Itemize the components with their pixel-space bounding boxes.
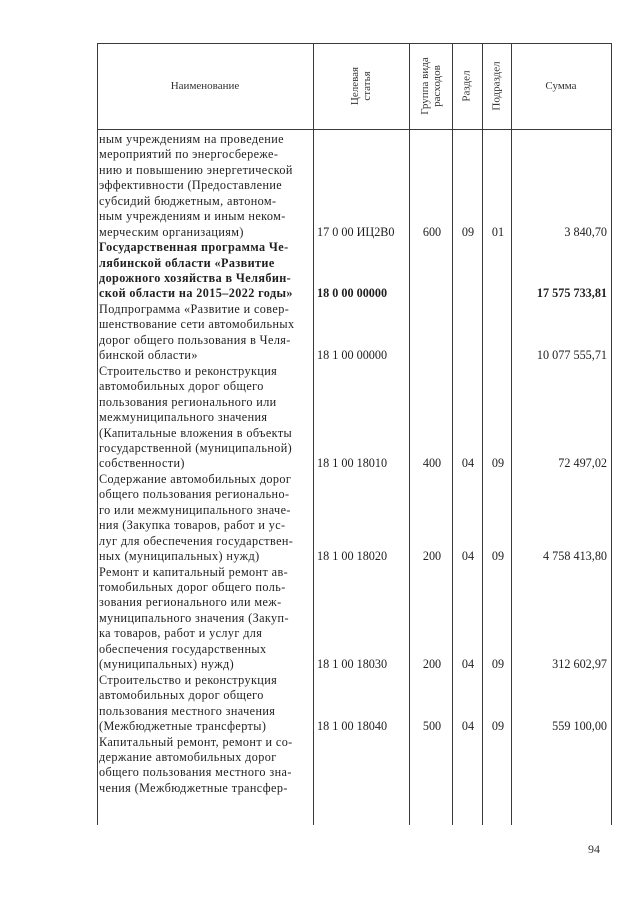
row-target-code: 18 1 00 18030: [317, 657, 388, 672]
header-divider: [97, 129, 612, 130]
header-target-article: Целевая статья: [348, 66, 373, 106]
header-name: Наименование: [170, 80, 240, 92]
row-expense-group: 200: [422, 549, 442, 564]
row-name-line: муниципального значения (Закуп-: [99, 610, 289, 625]
row-target-code: 18 1 00 00000: [317, 348, 388, 363]
row-name-line: мерческим организациям): [99, 224, 244, 239]
row-name-line: Строительство и реконструкция: [99, 672, 278, 687]
table-row: [97, 132, 612, 240]
row-sum: 559 100,00: [552, 719, 607, 734]
row-expense-group: 200: [422, 657, 442, 672]
row-name-line: Ремонт и капитальный ремонт ав-: [99, 564, 289, 579]
row-name-line: ка товаров, работ и услуг для: [99, 626, 263, 641]
row-name-line: общего пользования местного зна-: [99, 765, 292, 780]
row-expense-group: 400: [422, 456, 442, 471]
row-section: 04: [461, 657, 475, 672]
row-name-line: Капитальный ремонт, ремонт и со-: [99, 734, 293, 749]
table-row: [97, 364, 612, 472]
row-name-line: эффективности (Предоставление: [99, 178, 283, 193]
row-sum: 10 077 555,71: [536, 348, 607, 363]
table-row: [97, 472, 612, 565]
row-name-line: чения (Межбюджетные трансфер-: [99, 780, 288, 795]
table-row: [97, 673, 612, 735]
row-target-code: 18 1 00 18010: [317, 456, 388, 471]
row-name-line: ской области на 2015–2022 годы»: [99, 286, 293, 301]
row-name: [99, 735, 309, 797]
row-name-line: автомобильных дорог общего: [99, 379, 264, 394]
row-name-line: Содержание автомобильных дорог: [99, 471, 292, 486]
row-sum: 17 575 733,81: [536, 286, 607, 301]
row-name: [99, 302, 309, 364]
row-name-line: общего пользования регионально-: [99, 487, 290, 502]
row-name-line: собственности): [99, 456, 185, 471]
row-name: [99, 673, 309, 735]
row-name: [99, 132, 309, 240]
row-name-line: субсидий бюджетным, автоном-: [99, 193, 277, 208]
row-name-line: пользования регионального или: [99, 394, 277, 409]
row-name-line: ным учреждениям и иным неком-: [99, 209, 286, 224]
row-name-line: ных (муниципальных) нужд): [99, 549, 260, 564]
row-name-line: дорожного хозяйства в Челябин-: [99, 271, 292, 286]
row-sum: 4 758 413,80: [543, 549, 607, 564]
header-sum: Сумма: [545, 80, 577, 92]
row-name: [99, 240, 309, 302]
row-name-line: (Межбюджетные трансферты): [99, 719, 267, 734]
row-name: [99, 472, 309, 565]
row-sum: 312 602,97: [552, 657, 607, 672]
row-name-line: мероприятий по энергосбереже-: [99, 147, 279, 162]
row-subsection: 09: [491, 456, 505, 471]
row-target-code: 18 0 00 00000: [317, 286, 388, 301]
row-name-line: (Капитальные вложения в объекты: [99, 425, 293, 440]
row-target-code: 17 0 00 ИЦ2В0: [317, 224, 395, 239]
row-name-line: луг для обеспечения государствен-: [99, 533, 294, 548]
header-subsection: Подраздел: [490, 61, 503, 111]
row-subsection: 01: [491, 224, 505, 239]
row-target-code: 18 1 00 18040: [317, 719, 388, 734]
budget-table: [97, 43, 612, 825]
row-name-line: бинской области»: [99, 348, 198, 363]
row-name-line: дорог общего пользования в Челя-: [99, 332, 291, 347]
row-subsection: 09: [491, 657, 505, 672]
table-row: [97, 565, 612, 673]
row-name-line: зования регионального или меж-: [99, 595, 282, 610]
row-name-line: томобильных дорог общего поль-: [99, 580, 286, 595]
row-expense-group: 600: [422, 224, 442, 239]
row-target-code: 18 1 00 18020: [317, 549, 388, 564]
row-name-line: обеспечения государственных: [99, 641, 267, 656]
table-row: [97, 735, 612, 797]
row-section: 09: [461, 224, 475, 239]
row-expense-group: 500: [422, 719, 442, 734]
row-name-line: межмуниципального значения: [99, 410, 268, 425]
row-section: 04: [461, 549, 475, 564]
row-name-line: Государственная программа Че-: [99, 240, 289, 255]
row-name-line: государственной (муниципальной): [99, 440, 293, 455]
row-name-line: ния (Закупка товаров, работ и ус-: [99, 518, 286, 533]
row-name-line: пользования местного значения: [99, 703, 276, 718]
row-section: 04: [461, 719, 475, 734]
row-name: [99, 565, 309, 673]
page-number: 94: [588, 842, 600, 856]
row-name: [99, 364, 309, 472]
row-name-line: ным учреждениям на проведение: [99, 132, 284, 146]
row-name-line: нию и повышению энергетической: [99, 162, 293, 177]
row-subsection: 09: [491, 719, 505, 734]
row-sum: 72 497,02: [558, 456, 607, 471]
table-row: [97, 302, 612, 364]
row-name-line: (муниципальных) нужд): [99, 657, 235, 672]
row-name-line: Строительство и реконструкция: [99, 363, 278, 378]
row-subsection: 09: [491, 549, 505, 564]
row-name-line: шенствование сети автомобильных: [99, 317, 295, 332]
table-row: [97, 240, 612, 302]
row-name-line: Подпрограмма «Развитие и совер-: [99, 301, 290, 316]
row-name-line: держание автомобильных дорог: [99, 749, 277, 764]
header-expense-group: Группа вида расходов: [418, 57, 443, 115]
row-section: 04: [461, 456, 475, 471]
row-name-line: лябинской области «Развитие: [99, 255, 275, 270]
row-sum: 3 840,70: [564, 224, 607, 239]
row-name-line: автомобильных дорог общего: [99, 688, 264, 703]
header-section: Раздел: [461, 70, 473, 102]
row-name-line: го или межмуниципального значе-: [99, 502, 291, 517]
